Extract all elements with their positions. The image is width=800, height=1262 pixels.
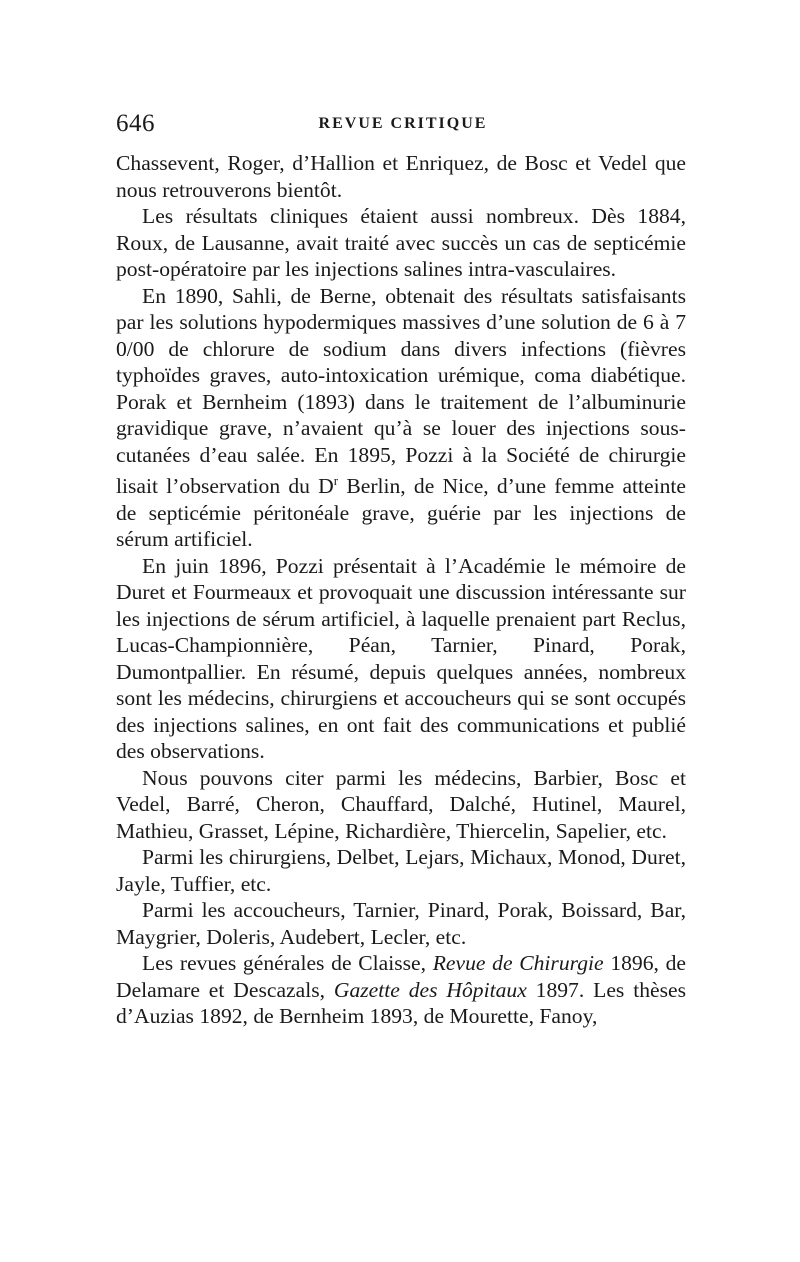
paragraph-text: Les revues générales de Claisse, <box>142 951 433 976</box>
running-title: REVUE CRITIQUE <box>318 115 488 132</box>
paragraph-text: 1896, de Delamare et Descazals, <box>116 951 686 1002</box>
paragraph: Chassevent, Roger, d’Hallion et Enriquez, de Bosc et Vedel que nous retrouverons bientôt. <box>116 151 686 202</box>
paragraph: Les résultats cliniques étaient aussi nombreux. Dès 1884, Roux, de Lausanne, avait traité avec succès un cas de septicémie post-opératoire par les injections salines intra-vasculaires. <box>116 204 686 281</box>
paragraph <box>116 283 686 553</box>
paragraph: Nous pouvons citer parmi les médecins, Barbier, Bosc et Vedel, Barré, Cheron, Chauffard, Dalché, Hutinel, Maurel, Mathieu, Grasset, Lépine, Richardière, Thiercelin, Sapelier, etc. <box>116 765 686 843</box>
journal-title: Revue de Chirurgie <box>432 951 604 976</box>
paragraph <box>116 950 686 1030</box>
paragraph: Parmi les accoucheurs, Tarnier, Pinard, Porak, Boissard, Bar, Maygrier, Doleris, Audebert, Lecler, etc. <box>116 898 686 949</box>
superscript: r <box>333 473 339 488</box>
body-text <box>116 150 686 1030</box>
paragraph-text: Berlin, de Nice, d’une femme atteinte de septicémie péritonéale grave, guérie par les injections de sérum artificiel. <box>116 474 686 552</box>
paragraph: Parmi les chirurgiens, Delbet, Lejars, Michaux, Monod, Duret, Jayle, Tuffier, etc. <box>116 845 686 896</box>
page-number: 646 <box>116 110 155 137</box>
page-header <box>116 110 690 140</box>
paragraph-text: En 1890, Sahli, de Berne, obtenait des résultats satisfaisants par les solutions hypodermiques massives d’une solution de 6 à 7 0/00 de chlorure de sodium dans divers infections (fièvres typhoïdes graves, auto-intoxication urémique, coma diabétique. Porak et Bernheim (1893) dans le traitement de l’albuminurie gravidique grave, n’avaient qu’à se louer des injections sous-cutanées d’eau salée. En 1895, Pozzi à la Société de chirurgie lisait l’observation du D <box>116 283 686 499</box>
paragraph: En juin 1896, Pozzi présentait à l’Académie le mémoire de Duret et Fourmeaux et provoquait une discussion intéressante sur les injections de sérum artificiel, à laquelle prenaient part Reclus, Lucas-Championnière, Péan, Tarnier, Pinard, Porak, Dumontpallier. En résumé, depuis quelques années, nombreux sont les médecins, chirurgiens et accoucheurs qui se sont occupés des injections salines, en ont fait des communications et publié des observations. <box>116 553 686 764</box>
paragraph-text: 1897. Les thèses d’Auzias 1892, de Bernheim 1893, de Mourette, Fanoy, <box>116 977 686 1029</box>
journal-title: Gazette des Hôpitaux <box>333 977 527 1002</box>
